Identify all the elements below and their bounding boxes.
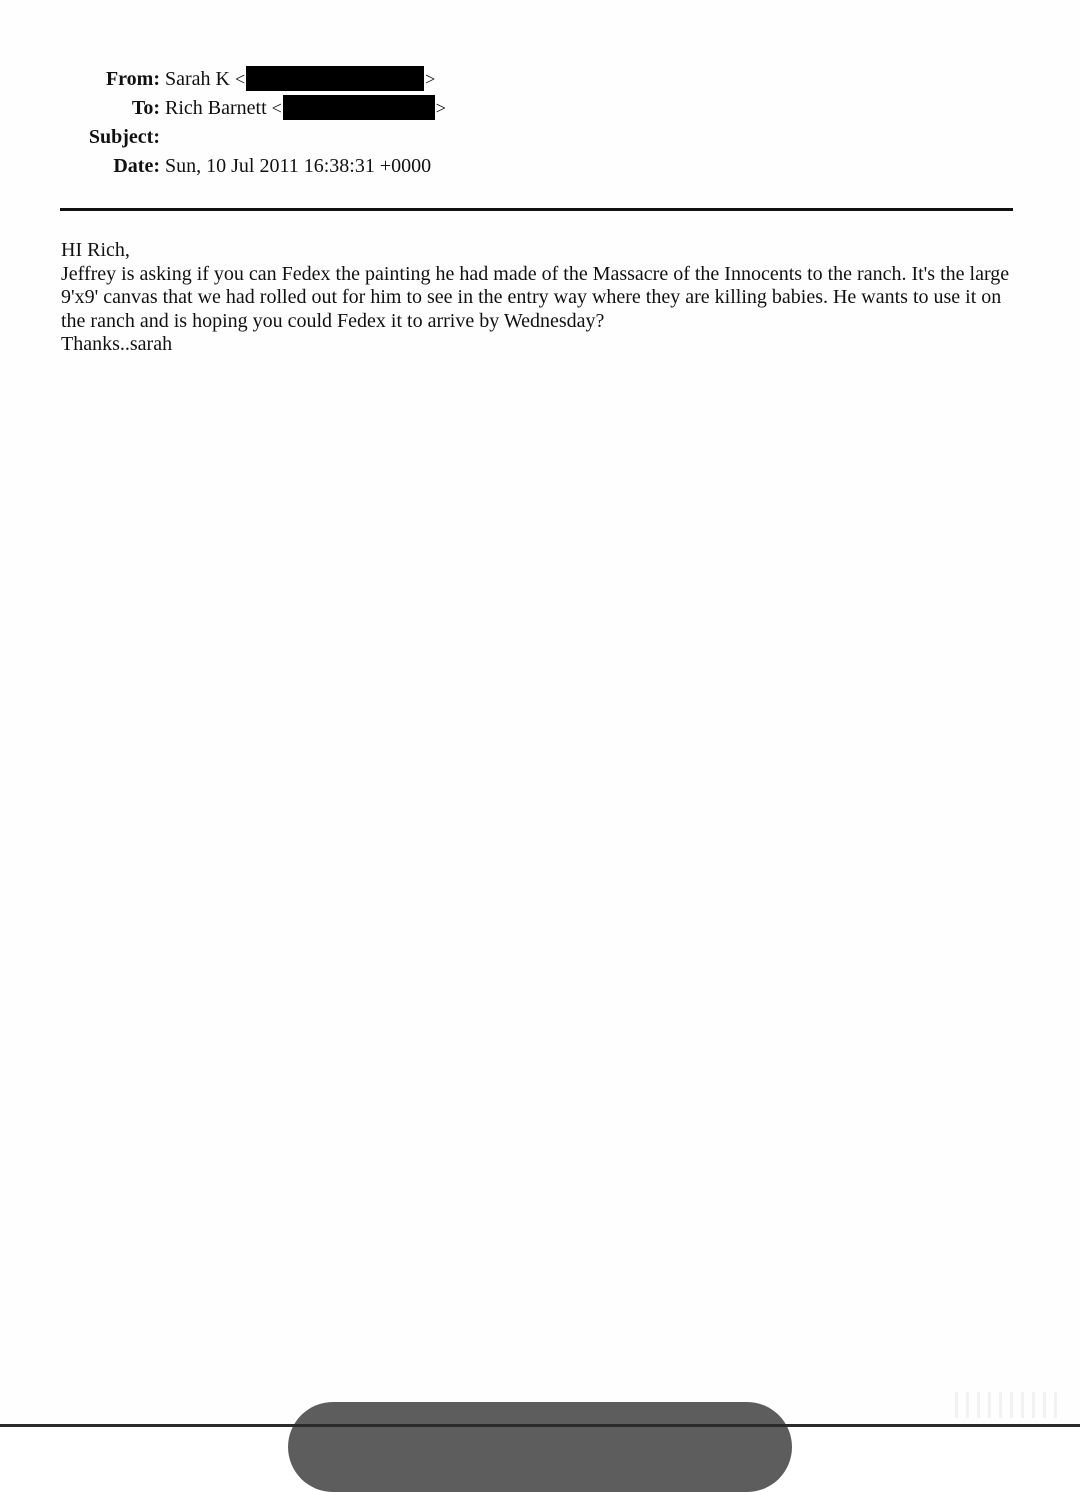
bottom-toolbar-pill[interactable]: [288, 1402, 792, 1492]
to-label: To:: [131, 97, 160, 119]
date-label: Date:: [113, 155, 160, 177]
open-angle: <: [234, 69, 246, 89]
to-row: [0, 95, 1080, 124]
greeting: HI Rich,: [61, 239, 130, 261]
to-value-wrap: [165, 95, 446, 121]
message-paragraph: Jeffrey is asking if you can Fedex the painting he had made of the Massacre of the Innocents to the ranch. It's the large 9'x9' canvas that we had rolled out for him to see in the entry way where they are killing babies. He wants to use it on the ranch and is hoping you could Fedex it to arrive by Wednesday?: [61, 262, 1010, 332]
close-angle: >: [435, 98, 446, 118]
subject-row: [0, 124, 1080, 153]
header-divider: [60, 208, 1013, 211]
subject-label: Subject:: [88, 126, 160, 148]
redaction-box: [246, 66, 424, 91]
date-row: [0, 153, 1080, 182]
from-label: From:: [105, 68, 160, 90]
date-value: Sun, 10 Jul 2011 16:38:31 +0000: [165, 155, 432, 177]
from-name: Sarah K: [165, 68, 230, 90]
from-row: [0, 66, 1080, 95]
email-header: [0, 66, 1080, 182]
message-body: [61, 239, 1026, 357]
redaction-box: [283, 95, 435, 120]
to-name: Rich Barnett: [165, 97, 267, 119]
from-value-wrap: [165, 66, 435, 92]
open-angle: <: [271, 98, 282, 118]
close-angle: >: [425, 69, 436, 89]
faint-page-marks: [955, 1392, 1065, 1418]
signoff: Thanks..sarah: [61, 333, 173, 355]
